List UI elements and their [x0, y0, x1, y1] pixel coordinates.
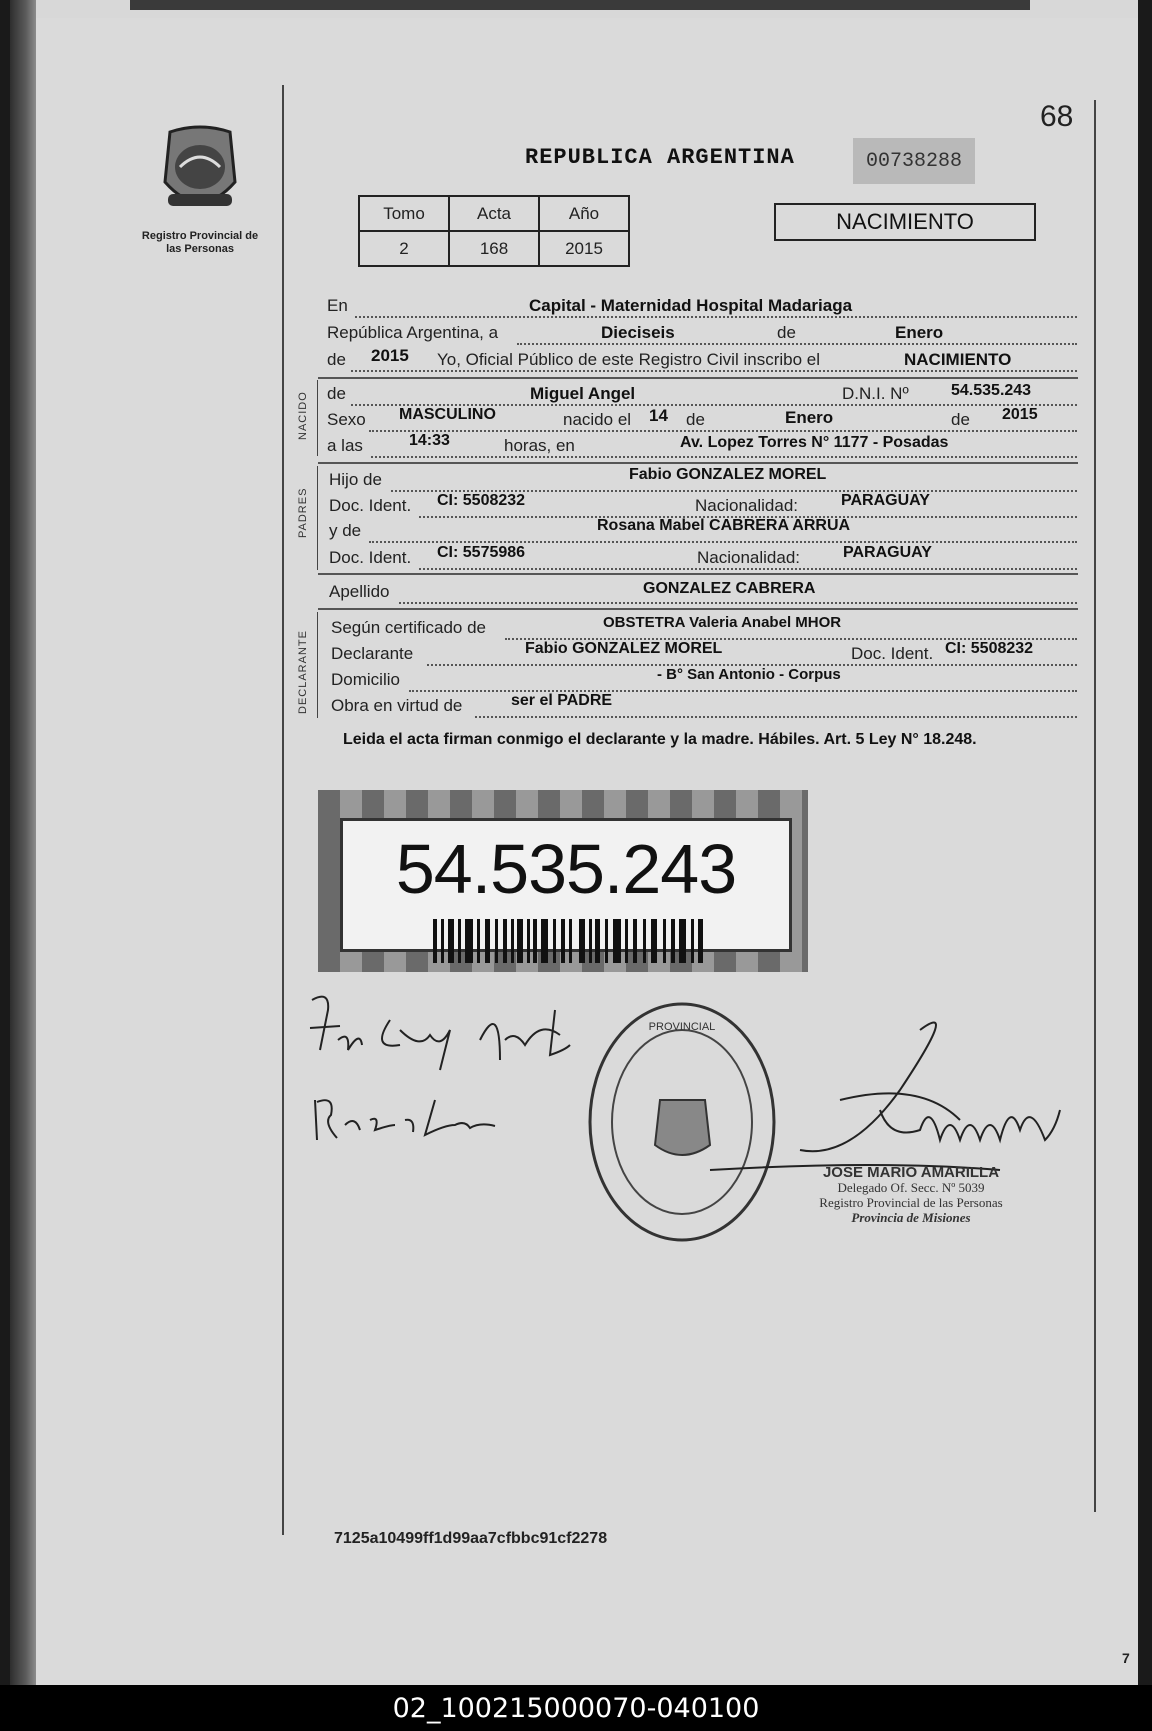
barcode-inner-panel	[340, 818, 792, 952]
section-line	[317, 380, 318, 456]
obra-label: Obra en virtud de	[331, 696, 463, 715]
acta-header: Acta	[449, 196, 539, 231]
dotted-line	[399, 602, 1077, 604]
barcode-bars	[433, 919, 703, 963]
apellido-label: Apellido	[329, 582, 390, 601]
domicilio-label: Domicilio	[331, 670, 400, 689]
child-sex: MASCULINO	[399, 406, 496, 423]
birth-place: Capital - Maternidad Hospital Madariaga	[529, 296, 853, 315]
dotted-line	[351, 370, 1077, 372]
closing-statement: Leida el acta firman conmigo el declarante y la madre. Hábiles. Art. 5 Ley N° 18.248.	[343, 731, 977, 748]
sexo-label: Sexo	[327, 410, 366, 429]
registration-month: Enero	[895, 323, 944, 342]
serial-number: 00738288	[853, 138, 975, 184]
apellido-row	[327, 582, 1077, 608]
declarante-address: - B° San Antonio - Corpus	[657, 666, 841, 683]
de-label: de	[777, 323, 796, 342]
certificado-label: Según certificado de	[331, 618, 486, 637]
en-label: En	[327, 296, 348, 315]
mother-signature	[305, 1090, 505, 1150]
declarante-name: Fabio GONZALEZ MOREL	[525, 640, 723, 657]
padres-row-mother-doc	[327, 544, 1077, 574]
hijo-de-label: Hijo de	[329, 470, 382, 489]
child-name: Miguel Angel	[530, 384, 636, 403]
left-margin-line	[282, 85, 284, 1535]
declarante-label: Declarante	[331, 644, 414, 663]
dotted-line	[517, 343, 1077, 345]
document-hash: 7125a10499ff1d99aa7cfbbc91cf2278	[334, 1530, 608, 1547]
dotted-line	[371, 456, 1077, 458]
section-line	[317, 612, 318, 718]
country-heading: REPUBLICA ARGENTINA	[525, 145, 795, 170]
official-registry: Registro Provincial de las Personas	[819, 1195, 1003, 1210]
nacionalidad-label: Nacionalidad:	[697, 548, 801, 567]
father-nationality: PARAGUAY	[841, 492, 930, 509]
dotted-line	[409, 690, 1077, 692]
de-label: de	[951, 410, 970, 429]
dotted-line	[355, 316, 1077, 318]
ano-value: 2015	[539, 231, 629, 266]
record-type-box: NACIMIENTO	[774, 203, 1036, 241]
birth-day: 14	[649, 406, 668, 425]
dotted-line	[419, 568, 1077, 570]
alas-label: a las	[327, 436, 363, 455]
apellido-value: GONZALEZ CABRERA	[643, 580, 816, 597]
declarante-row-obra	[327, 692, 1077, 722]
birth-address: Av. Lopez Torres N° 1177 - Posadas	[680, 434, 949, 451]
official-name-stamp	[786, 1165, 1036, 1225]
tomo-value: 2	[359, 231, 449, 266]
father-name: Fabio GONZALEZ MOREL	[629, 466, 827, 483]
official-title: Delegado Of. Secc. Nº 5039	[837, 1180, 985, 1195]
father-doc: CI: 5508232	[437, 492, 526, 509]
registry-table	[358, 195, 630, 267]
nacionalidad-label: Nacionalidad:	[695, 496, 799, 515]
dotted-line	[369, 430, 1077, 432]
ano-header: Año	[539, 196, 629, 231]
acta-value: 168	[449, 231, 539, 266]
intro-row-place	[327, 296, 1077, 322]
corner-mark: 7	[1122, 1650, 1130, 1666]
intro-row-date	[327, 323, 1077, 349]
obra-value: ser el PADRE	[511, 692, 613, 709]
separator	[318, 608, 1078, 610]
nacido-el-label: nacido el	[563, 410, 632, 429]
declarante-row-address	[327, 666, 1077, 696]
official-province: Provincia de Misiones	[851, 1210, 971, 1225]
intro-row-year	[327, 346, 1077, 376]
right-margin-line	[1094, 100, 1096, 1512]
declarante-doc: CI: 5508232	[945, 640, 1034, 657]
dni-barcode-label	[318, 790, 808, 972]
svg-text:PROVINCIAL: PROVINCIAL	[648, 1021, 716, 1033]
page-number: 68	[1040, 100, 1074, 133]
mother-name: Rosana Mabel CABRERA ARRUA	[597, 517, 851, 534]
doc-ident-label: Doc. Ident.	[329, 496, 412, 515]
dni-large-number: 54.535.243	[395, 830, 737, 908]
top-edge-strip	[130, 0, 1030, 10]
mother-doc: CI: 5575986	[437, 544, 526, 561]
separator	[318, 462, 1078, 464]
nacido-section-label: NACIDO	[297, 391, 309, 440]
mother-nationality: PARAGUAY	[843, 544, 932, 561]
republica-label: República Argentina, a	[327, 323, 499, 342]
padres-section-label: PADRES	[297, 487, 309, 538]
birth-month: Enero	[785, 408, 834, 427]
dotted-line	[475, 716, 1077, 718]
year-de-label: de	[327, 350, 346, 369]
horas-label: horas, en	[504, 436, 575, 455]
record-word: NACIMIENTO	[904, 350, 1012, 369]
page-binding	[10, 0, 36, 1685]
dotted-line	[369, 541, 1077, 543]
declarante-section-label: DECLARANTE	[297, 630, 309, 714]
tomo-header: Tomo	[359, 196, 449, 231]
doc-ident-label: Doc. Ident.	[851, 644, 934, 663]
registration-year: 2015	[371, 346, 409, 365]
official-name: JOSE MARIO AMARILLA	[822, 1164, 1000, 1181]
de-label: de	[686, 410, 705, 429]
section-line	[317, 466, 318, 570]
nacido-row-time	[327, 432, 1077, 462]
child-dni: 54.535.243	[951, 382, 1032, 399]
separator	[318, 377, 1078, 379]
separator	[318, 573, 1078, 575]
birth-year: 2015	[1002, 406, 1038, 423]
provincial-coat-of-arms-logo	[150, 122, 250, 222]
officer-text: Yo, Oficial Público de este Registro Civil inscribo el	[437, 350, 820, 369]
nacido-de-label: de	[327, 384, 346, 403]
scan-footer-label: 02_100215000070-040100	[0, 1685, 1152, 1731]
certificado-value: OBSTETRA Valeria Anabel MHOR	[603, 614, 842, 631]
official-signature	[700, 1010, 1080, 1180]
registration-day: Dieciseis	[601, 323, 675, 342]
logo-caption: Registro Provincial de las Personas	[141, 230, 259, 255]
birth-time: 14:33	[409, 432, 450, 449]
dni-label: D.N.I. Nº	[842, 384, 909, 403]
doc-ident-label: Doc. Ident.	[329, 548, 412, 567]
y-de-label: y de	[329, 521, 362, 540]
